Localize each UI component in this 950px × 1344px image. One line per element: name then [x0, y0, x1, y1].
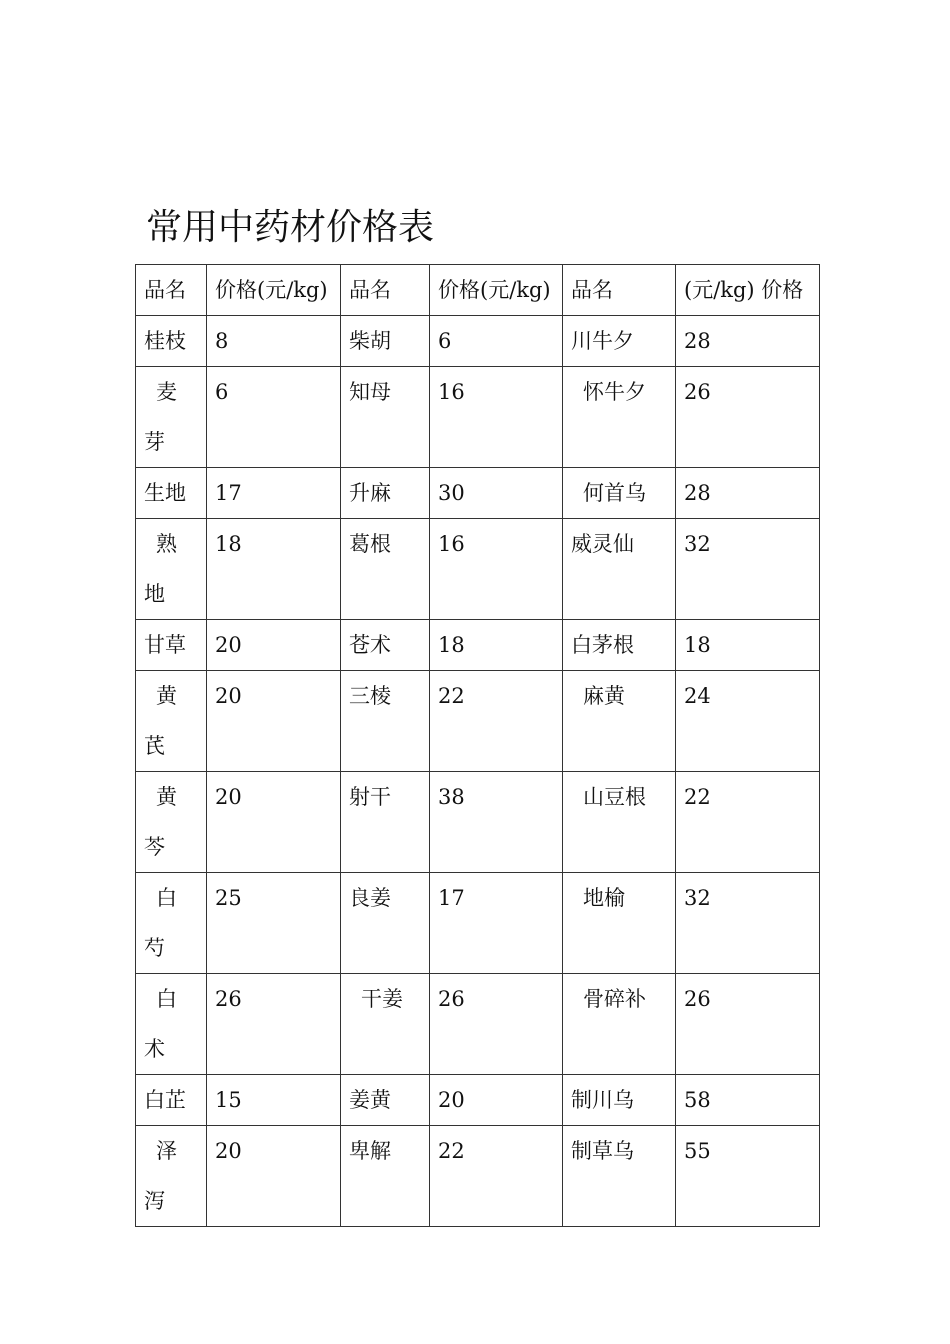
herb-name-line: 芍 [144, 936, 165, 960]
header-cell: 品名 [136, 265, 207, 316]
table-row [136, 468, 820, 519]
herb-name-cell: 威灵仙 [563, 519, 676, 620]
herb-name-cell [136, 1126, 207, 1227]
table-row [136, 873, 820, 974]
price-cell: 22 [676, 772, 820, 873]
header-cell: 品名 [563, 265, 676, 316]
herb-name-cell: 川牛夕 [563, 316, 676, 367]
header-cell: 品名 [341, 265, 430, 316]
table-row [136, 519, 820, 620]
herb-name-cell: 生地 [136, 468, 207, 519]
price-cell: 22 [430, 1126, 563, 1227]
price-cell: 17 [207, 468, 341, 519]
herb-name-cell: 白芷 [136, 1075, 207, 1126]
price-cell: 58 [676, 1075, 820, 1126]
table-row [136, 772, 820, 873]
price-cell: 26 [676, 367, 820, 468]
herb-name-cell [136, 367, 207, 468]
herb-name-cell: 三棱 [341, 671, 430, 772]
price-cell: 30 [430, 468, 563, 519]
herb-name-line: 麦 [156, 380, 177, 404]
herb-name-cell [136, 772, 207, 873]
herb-name-cell: 何首乌 [563, 468, 676, 519]
herb-name-cell: 苍术 [341, 620, 430, 671]
table-row [136, 316, 820, 367]
table-row [136, 367, 820, 468]
herb-name-cell: 甘草 [136, 620, 207, 671]
herb-name-line: 术 [144, 1037, 165, 1061]
price-cell: 17 [430, 873, 563, 974]
table-row [136, 1075, 820, 1126]
herb-name-line: 泻 [144, 1189, 165, 1213]
price-cell: 55 [676, 1126, 820, 1227]
price-cell: 20 [207, 1126, 341, 1227]
herb-name-cell: 白茅根 [563, 620, 676, 671]
table-row [136, 1126, 820, 1227]
header-cell: 价格(元/kg) [207, 265, 341, 316]
herb-name-cell: 制川乌 [563, 1075, 676, 1126]
herb-name-line: 黄 [156, 785, 177, 809]
price-cell: 26 [430, 974, 563, 1075]
price-table [135, 264, 820, 1227]
table-row [136, 974, 820, 1075]
table-row [136, 620, 820, 671]
price-cell: 18 [430, 620, 563, 671]
price-cell: 20 [430, 1075, 563, 1126]
table-header-row [136, 265, 820, 316]
herb-name-cell: 知母 [341, 367, 430, 468]
price-cell: 6 [430, 316, 563, 367]
price-cell: 18 [207, 519, 341, 620]
price-cell: 8 [207, 316, 341, 367]
herb-name-cell: 柴胡 [341, 316, 430, 367]
herb-name-cell: 制草乌 [563, 1126, 676, 1227]
herb-name-line: 白 [156, 886, 177, 910]
price-cell: 26 [207, 974, 341, 1075]
herb-name-line: 地 [144, 582, 165, 606]
herb-name-cell [136, 519, 207, 620]
herb-name-cell: 骨碎补 [563, 974, 676, 1075]
price-cell: 18 [676, 620, 820, 671]
herb-name-cell: 良姜 [341, 873, 430, 974]
price-cell: 28 [676, 468, 820, 519]
herb-name-cell: 山豆根 [563, 772, 676, 873]
herb-name-cell: 卑解 [341, 1126, 430, 1227]
herb-name-line: 芩 [144, 835, 165, 859]
herb-name-cell: 地榆 [563, 873, 676, 974]
herb-name-cell: 葛根 [341, 519, 430, 620]
price-cell: 26 [676, 974, 820, 1075]
header-cell: 价格(元/kg) [430, 265, 563, 316]
price-cell: 15 [207, 1075, 341, 1126]
price-cell: 38 [430, 772, 563, 873]
herb-name-cell [136, 974, 207, 1075]
herb-name-cell: 干姜 [341, 974, 430, 1075]
herb-name-cell: 怀牛夕 [563, 367, 676, 468]
price-cell: 32 [676, 873, 820, 974]
herb-name-cell: 射干 [341, 772, 430, 873]
herb-name-cell [136, 873, 207, 974]
price-cell: 28 [676, 316, 820, 367]
price-cell: 20 [207, 671, 341, 772]
herb-name-cell [136, 671, 207, 772]
price-cell: 32 [676, 519, 820, 620]
herb-name-line: 泽 [156, 1139, 177, 1163]
price-cell: 25 [207, 873, 341, 974]
price-cell: 24 [676, 671, 820, 772]
herb-name-line: 黄 [156, 684, 177, 708]
herb-name-cell: 桂枝 [136, 316, 207, 367]
table-row [136, 671, 820, 772]
herb-name-line: 白 [156, 987, 177, 1011]
price-cell: 16 [430, 367, 563, 468]
herb-name-line: 芪 [144, 734, 165, 758]
herb-name-cell: 姜黄 [341, 1075, 430, 1126]
price-cell: 6 [207, 367, 341, 468]
page-title: 常用中药材价格表 [146, 207, 435, 248]
herb-name-line: 芽 [144, 430, 165, 454]
price-cell: 16 [430, 519, 563, 620]
price-cell: 20 [207, 620, 341, 671]
price-cell: 22 [430, 671, 563, 772]
herb-name-line: 熟 [156, 532, 177, 556]
price-cell: 20 [207, 772, 341, 873]
herb-name-cell: 麻黄 [563, 671, 676, 772]
herb-name-cell: 升麻 [341, 468, 430, 519]
header-cell: (元/kg) 价格 [676, 265, 820, 316]
